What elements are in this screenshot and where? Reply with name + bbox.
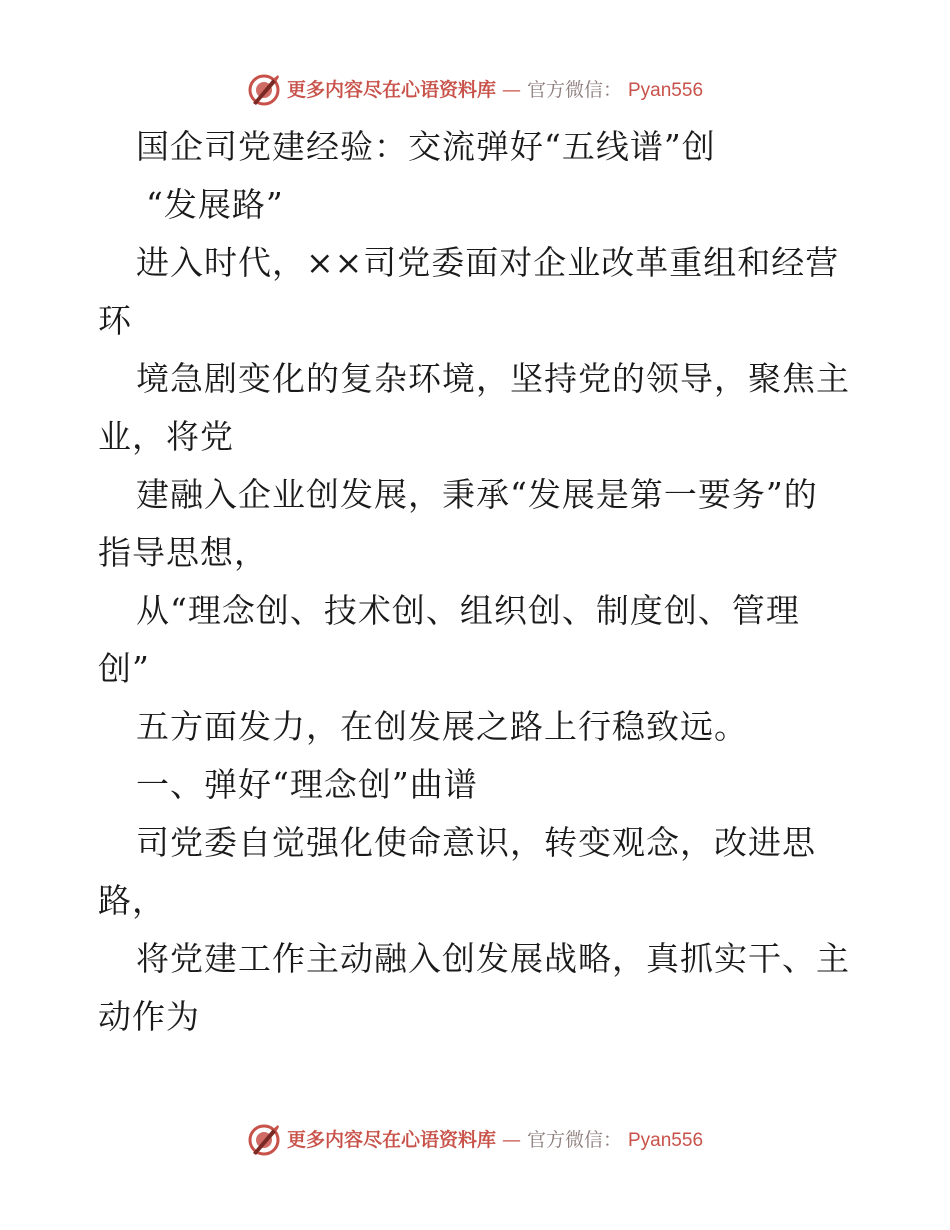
quill-seal-icon	[247, 73, 281, 107]
paragraph-line: 进入时代，××司党委面对企业改革重组和经营	[136, 243, 840, 282]
paragraph-line: 建融入企业创发展，秉承“发展是第一要务”的	[136, 475, 818, 514]
watermark-text: 更多内容尽在心语资料库	[286, 78, 496, 101]
paragraph-line: 五方面发力，在创发展之路上行稳致远。	[136, 707, 748, 746]
watermark-dash: —	[501, 1128, 521, 1151]
paragraph-line: 指导思想，	[98, 533, 268, 572]
document-title-line-2: “发展路”	[146, 185, 284, 224]
document-title-line-1: 国企司党建经验：交流弹好“五线谱”创	[136, 127, 716, 166]
paragraph-line: 动作为	[98, 997, 200, 1036]
watermark-text: 更多内容尽在心语资料库	[286, 1128, 496, 1151]
paragraph-line: 业，将党	[98, 417, 234, 456]
watermark-wechat-label: 官方微信：	[526, 1128, 622, 1151]
section-heading: 一、弹好“理念创”曲谱	[136, 765, 478, 804]
paragraph-line: 环	[98, 301, 132, 340]
paragraph-line: 从“理念创、技术创、组织创、制度创、管理	[136, 591, 800, 630]
paragraph-line: 创”	[98, 649, 150, 688]
paragraph-line: 路，	[98, 881, 166, 920]
document-body	[98, 118, 858, 1046]
footer-watermark	[0, 1120, 950, 1160]
header-watermark	[0, 70, 950, 110]
watermark-wechat-id: Pyan556	[628, 1129, 704, 1151]
paragraph-line: 境急剧变化的复杂环境，坚持党的领导，聚焦主	[136, 359, 850, 398]
watermark-wechat-label: 官方微信：	[526, 78, 622, 101]
paragraph-line: 司党委自觉强化使命意识，转变观念，改进思	[136, 823, 816, 862]
quill-seal-icon	[247, 1123, 281, 1157]
watermark-dash: —	[501, 78, 521, 101]
paragraph-line: 将党建工作主动融入创发展战略，真抓实干、主	[136, 939, 850, 978]
watermark-wechat-id: Pyan556	[628, 79, 704, 101]
